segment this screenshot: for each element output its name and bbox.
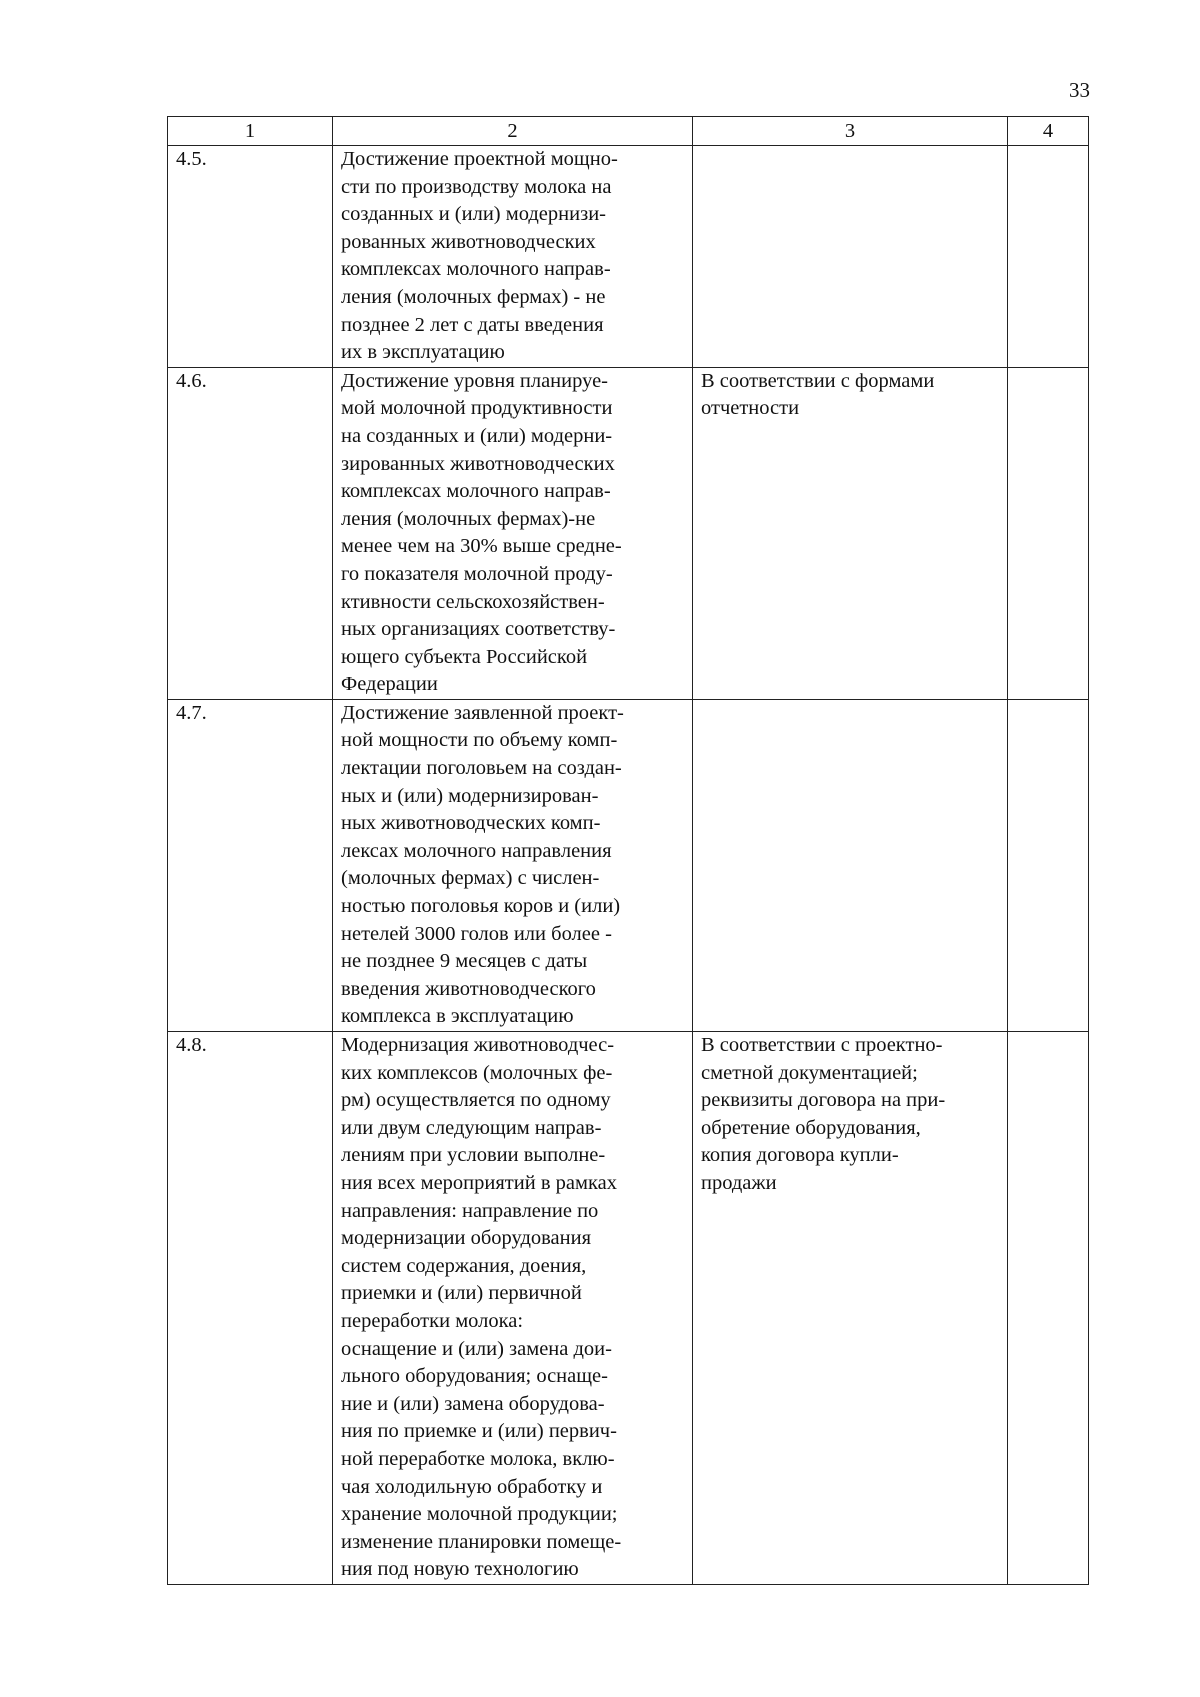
description-line: лексах молочного направления: [341, 839, 612, 862]
description-line: на созданных и (или) модерни-: [341, 424, 613, 447]
requirement-description: [333, 1032, 693, 1585]
confirming-documents: [693, 1032, 1008, 1585]
description-line: Модернизация животноводчес-: [341, 1034, 615, 1056]
documents-line: реквизиты договора на при-: [701, 1089, 946, 1112]
description-line: го показателя молочной проду-: [341, 562, 613, 585]
documents-line: продажи: [701, 1171, 777, 1194]
description-line: оснащение и (или) замена дои-: [341, 1337, 612, 1360]
description-line: ления (молочных фермах)-не: [341, 507, 596, 530]
description-line: Достижение проектной мощно-: [341, 148, 618, 170]
documents-line: В соответствии с проектно-: [701, 1034, 943, 1056]
row-number: 4.8.: [168, 1032, 333, 1585]
description-line: комплекса в эксплуатацию: [341, 1005, 574, 1028]
description-line: приемки и (или) первичной: [341, 1282, 582, 1305]
description-line: ния по приемке и (или) первич-: [341, 1420, 617, 1443]
description-line: комплексах молочного направ-: [341, 258, 611, 281]
column-header-4: 4: [1008, 117, 1089, 146]
documents-line: копия договора купли-: [701, 1144, 899, 1167]
description-line: не позднее 9 месяцев с даты: [341, 950, 588, 973]
description-line: ной мощности по объему комп-: [341, 729, 618, 752]
note-cell: [1008, 699, 1089, 1031]
description-line: систем содержания, доения,: [341, 1254, 587, 1277]
description-line: рм) осуществляется по одному: [341, 1089, 611, 1112]
table-row: [168, 1032, 1089, 1585]
description-line: ния всех мероприятий в рамках: [341, 1171, 617, 1194]
note-cell: [1008, 1032, 1089, 1585]
description-line: ния под новую технологию: [341, 1558, 579, 1581]
documents-line: В соответствии с формами: [701, 369, 935, 392]
row-number: 4.6.: [168, 367, 333, 699]
row-number: 4.5.: [168, 146, 333, 368]
description-line: чая холодильную обработку и: [341, 1475, 603, 1498]
requirements-table: [167, 116, 1089, 1585]
description-line: направления: направление по: [341, 1199, 599, 1222]
documents-line: обретение оборудования,: [701, 1116, 921, 1139]
page-number: 33: [1069, 78, 1090, 102]
note-cell: [1008, 367, 1089, 699]
description-line: зированных животноводческих: [341, 452, 615, 475]
description-line: сти по производству молока на: [341, 175, 612, 198]
description-line: ностью поголовья коров и (или): [341, 895, 621, 918]
description-line: или двум следующим направ-: [341, 1116, 602, 1139]
description-line: мой молочной продуктивности: [341, 397, 613, 420]
description-line: изменение планировки помеще-: [341, 1530, 622, 1553]
description-line: ных организациях соответству-: [341, 618, 616, 641]
description-line: (молочных фермах) с числен-: [341, 867, 600, 890]
description-line: лениям при условии выполне-: [341, 1144, 606, 1167]
table-header-row: [168, 117, 1089, 146]
description-line: Федерации: [341, 673, 438, 696]
documents-line: сметной документацией;: [701, 1061, 918, 1084]
description-line: введения животноводческого: [341, 977, 596, 1000]
description-line: ной переработке молока, вклю-: [341, 1447, 615, 1470]
description-line: модернизации оборудования: [341, 1227, 592, 1250]
description-line: лектации поголовьем на создан-: [341, 757, 622, 780]
table-row: [168, 699, 1089, 1031]
confirming-documents: [693, 367, 1008, 699]
description-line: переработки молока:: [341, 1309, 524, 1332]
confirming-documents: [693, 146, 1008, 368]
requirement-description: [333, 699, 693, 1031]
description-line: хранение молочной продукции;: [341, 1503, 618, 1526]
description-line: комплексах молочного направ-: [341, 480, 611, 503]
description-line: ных и (или) модернизирован-: [341, 784, 599, 807]
description-line: менее чем на 30% выше средне-: [341, 535, 622, 558]
table-row: [168, 146, 1089, 368]
description-line: их в эксплуатацию: [341, 341, 505, 364]
description-line: Достижение заявленной проект-: [341, 701, 624, 724]
column-header-1: 1: [168, 117, 333, 146]
description-line: льного оборудования; оснаще-: [341, 1365, 608, 1388]
requirement-description: [333, 367, 693, 699]
description-line: позднее 2 лет с даты введения: [341, 313, 604, 336]
documents-line: отчетности: [701, 397, 800, 420]
column-header-2: 2: [333, 117, 693, 146]
note-cell: [1008, 146, 1089, 368]
confirming-documents: [693, 699, 1008, 1031]
description-line: ких комплексов (молочных фе-: [341, 1061, 613, 1084]
column-header-3: 3: [693, 117, 1008, 146]
description-line: созданных и (или) модернизи-: [341, 203, 606, 226]
description-line: рованных животноводческих: [341, 230, 596, 253]
table-body: [168, 146, 1089, 1585]
description-line: ных животноводческих комп-: [341, 812, 601, 835]
description-line: Достижение уровня планируе-: [341, 369, 609, 392]
row-number: 4.7.: [168, 699, 333, 1031]
description-line: ние и (или) замена оборудова-: [341, 1392, 605, 1415]
description-line: нетелей 3000 голов или более -: [341, 922, 612, 945]
description-line: ктивности сельскохозяйствен-: [341, 590, 605, 613]
requirement-description: [333, 146, 693, 368]
table-row: [168, 367, 1089, 699]
description-line: ления (молочных фермах) - не: [341, 285, 606, 308]
description-line: ющего субъекта Российской: [341, 645, 588, 668]
